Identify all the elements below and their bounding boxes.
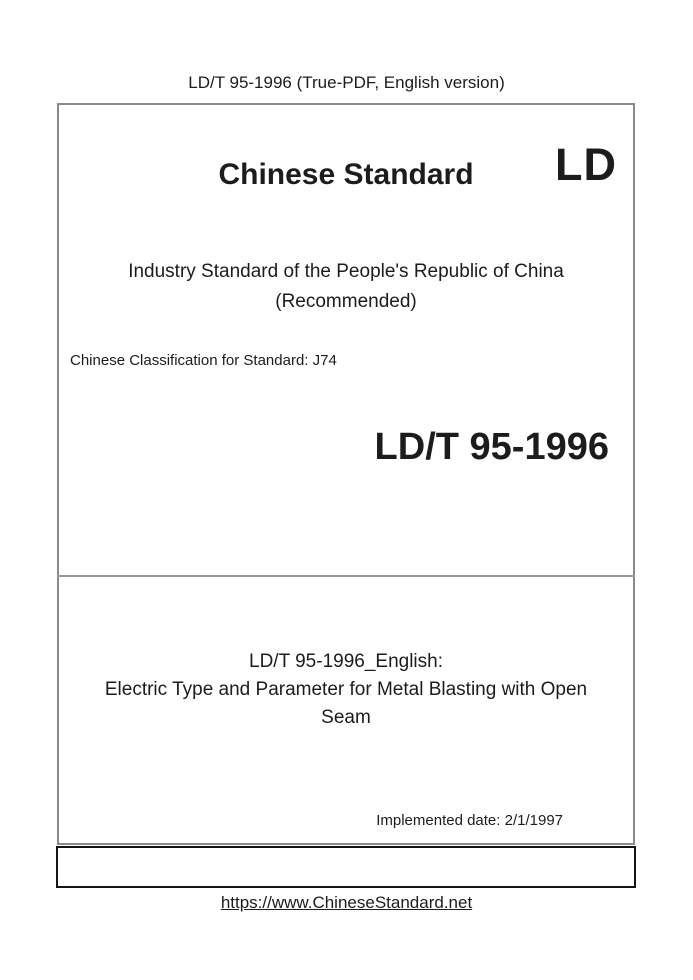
implemented-date: Implemented date: 2/1/1997 bbox=[376, 812, 563, 829]
cover-box bbox=[57, 103, 635, 845]
standard-title-line-2: Electric Type and Parameter for Metal Blasting with Open bbox=[104, 679, 588, 700]
standard-title-line-1: LD/T 95-1996_English: bbox=[249, 651, 443, 672]
website-link[interactable]: https://www.ChineseStandard.net bbox=[220, 893, 473, 912]
standard-number: LD/T 95-1996 bbox=[374, 426, 609, 468]
standard-type-block bbox=[59, 257, 633, 317]
standard-title bbox=[69, 648, 623, 732]
website-link-row bbox=[0, 892, 693, 914]
standard-type-note: (Recommended) bbox=[275, 291, 417, 312]
section-divider bbox=[57, 575, 635, 577]
footer-empty-box bbox=[56, 846, 636, 888]
publisher-logo-text: LD bbox=[555, 139, 617, 190]
brand-title: Chinese Standard bbox=[218, 158, 474, 191]
document-header-note: LD/T 95-1996 (True-PDF, English version) bbox=[188, 73, 505, 92]
classification-note: Chinese Classification for Standard: J74 bbox=[70, 352, 337, 369]
standard-type-line: Industry Standard of the People's Republic of China bbox=[128, 261, 564, 282]
standard-title-line-3: Seam bbox=[321, 707, 371, 728]
